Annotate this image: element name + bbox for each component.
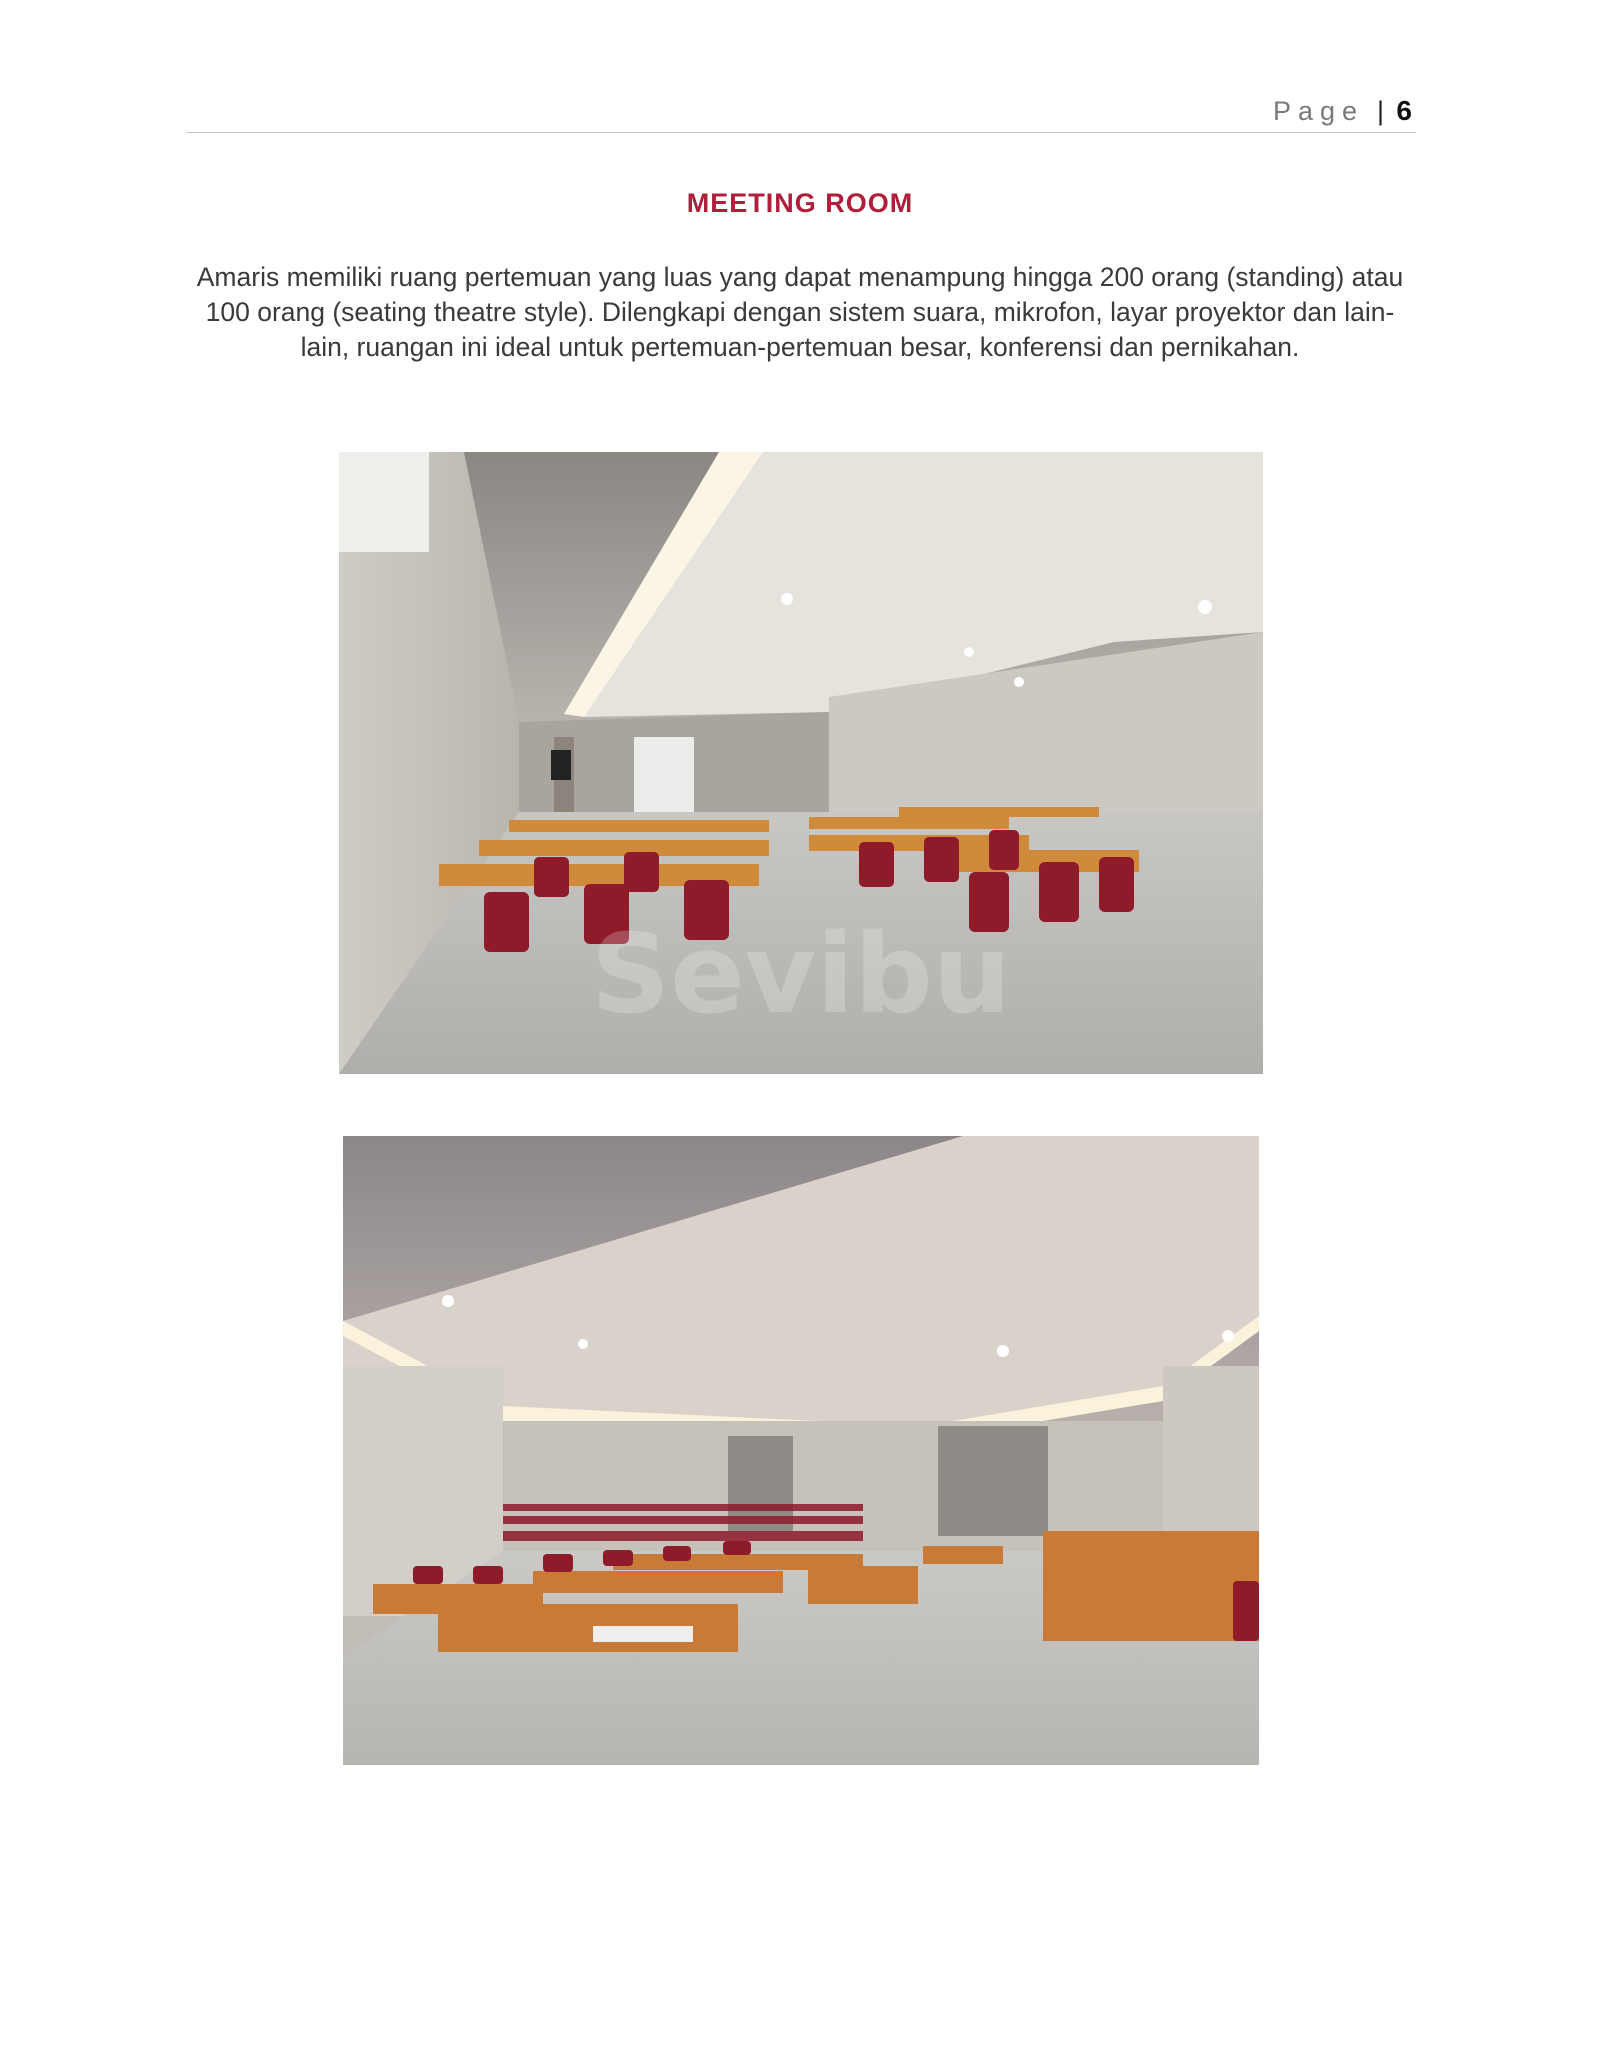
page-label: Page	[1272, 96, 1364, 126]
meeting-room-photo-1	[339, 452, 1263, 1074]
page-number: 6	[1396, 95, 1412, 126]
meeting-room-photo-2	[343, 1136, 1259, 1765]
page-header	[186, 92, 1416, 133]
page-separator: |	[1376, 96, 1384, 126]
section-title: MEETING ROOM	[686, 188, 914, 218]
photo-watermark-1: Sevibu	[590, 910, 1012, 1038]
section-paragraph: Amaris memiliki ruang pertemuan yang luas yang dapat menampung hingga 200 orang (standing) atau 100 orang (seating theatre style). Dilengkapi dengan sistem suara, mikrofon, layar proyektor dan lain-lain, ruangan ini ideal untuk pertemuan-pertemuan besar, konferensi dan pernikahan.	[196, 262, 1404, 362]
